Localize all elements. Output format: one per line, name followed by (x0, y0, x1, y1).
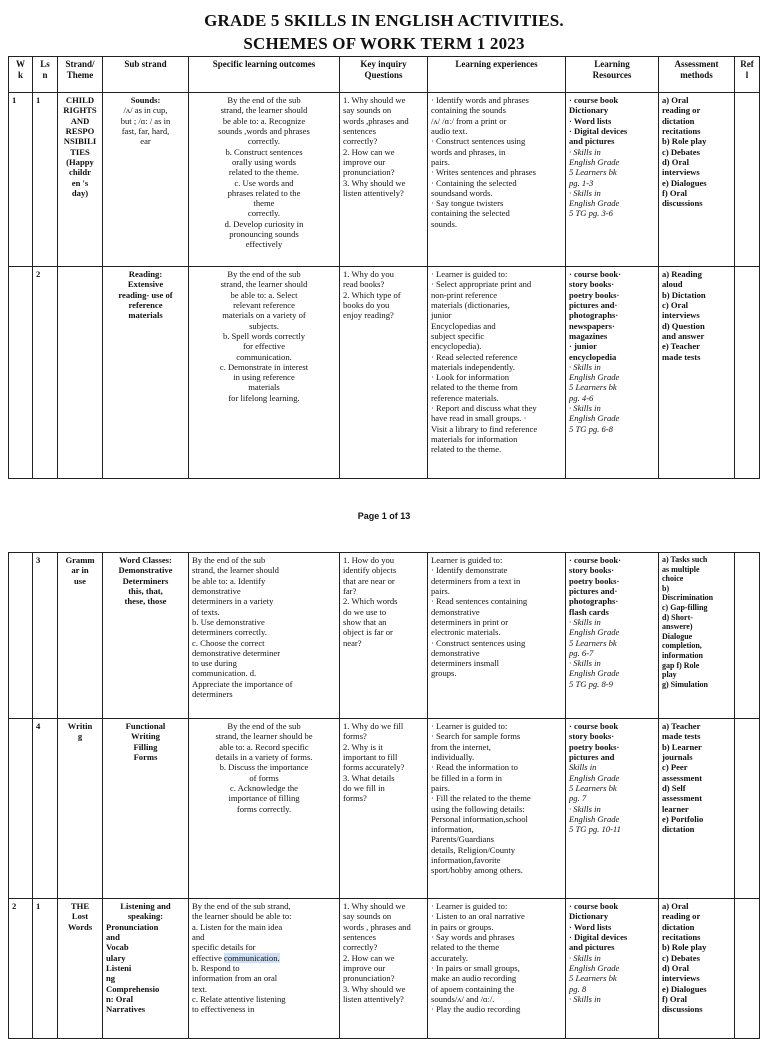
header-resources: Learning Resources (566, 57, 659, 93)
cell-strand: Writin g (58, 719, 103, 899)
cell-resources (566, 719, 659, 899)
resources-list: · course book Dictionary · Word lists · Digital devices and pictures (569, 901, 628, 953)
cell-lesson: 2 (33, 267, 58, 479)
sub-strand-body: Writing Filling Forms (131, 731, 160, 762)
outcomes-text-b: b. Respond to information from an oral text. c. Relate attentive listening to effectiveness in (192, 962, 286, 1015)
table-header-row (9, 57, 760, 93)
resources-books: · Skills in English Grade 5 Learners bk pg. 8 · Skills in (569, 952, 620, 1004)
cell-resources (566, 553, 659, 719)
resources-list: · course book· story books· poetry books· pictures and· photographs· flash cards (569, 555, 622, 617)
header-assessment: Assessment methods (659, 57, 735, 93)
cell-outcomes: By the end of the sub strand, the learner should be able to: a. Select relevant reference materials on a variety of subjects. b. Spell words correctly for effective communication. c. Demonstrate in interest in using reference materials for lifelong learning. (189, 267, 340, 479)
header-experiences: Learning experiences (428, 57, 566, 93)
cell-reflection (735, 93, 760, 267)
cell-resources (566, 93, 659, 267)
document-title: GRADE 5 SKILLS IN ENGLISH ACTIVITIES. (204, 11, 564, 30)
document-subtitle: SCHEMES OF WORK TERM 1 2023 (243, 34, 525, 53)
cell-inquiry: 1. Why do we fill forms? 2. Why is it important to fill forms accurately? 3. What details do we fill in forms? (340, 719, 428, 899)
cell-reflection (735, 553, 760, 719)
cell-assessment: a) Oral reading or dictation recitations b) Role play c) Debates d) Oral interviews e) Dialogues f) Oral discussions (659, 899, 735, 1039)
sub-strand-body: Pronunciation and Vocab ulary Listeni ng Comprehensio n: Oral Narratives (106, 921, 160, 1015)
cell-lesson: 1 (33, 93, 58, 267)
cell-week (9, 719, 33, 899)
cell-strand (58, 267, 103, 479)
cell-lesson: 4 (33, 719, 58, 899)
cell-assessment: a) Tasks such as multiple choice b) Discrimination c) Gap-filling d) Short- answere) Dialogue completion, information gap f) Role play g) Simulation (659, 553, 735, 719)
table-row (9, 93, 760, 267)
resources-list: · course book story books· poetry books· pictures and (569, 721, 620, 762)
table-row (9, 899, 760, 1039)
cell-assessment: a) Reading aloud b) Dictation c) Oral interviews d) Question and answer e) Teacher made tests (659, 267, 735, 479)
header-inquiry: Key inquiry Questions (340, 57, 428, 93)
cell-experiences: · Learner is guided to: · Search for sample forms from the internet, individually. · Read the information to be filled in a form in pairs. · Fill the related to the theme using the following details: Personal information,school information, Parents/Guardians details, Religion/County information,favorite sport/hobby among others. (428, 719, 566, 899)
cell-week: 2 (9, 899, 33, 1039)
cell-sub-strand (103, 899, 189, 1039)
cell-strand: CHILD RIGHTS AND RESPO NSIBILI TIES (Happy childr en 's day) (58, 93, 103, 267)
cell-reflection (735, 719, 760, 899)
cell-strand: THE Lost Words (58, 899, 103, 1039)
header-strand: Strand/ Theme (58, 57, 103, 93)
sub-strand-title: Word Classes: (119, 555, 172, 565)
cell-reflection (735, 899, 760, 1039)
cell-assessment: a) Teacher made tests b) Learner journals c) Peer assessment d) Self assessment learner e) Portfolio dictation (659, 719, 735, 899)
cell-outcomes: By the end of the sub strand, the learner should be able to: a. Recognize sounds ,words and phrases correctly. b. Construct sentences orally using words related to the theme. c. Use words and phrases related to the theme correctly. d. Develop curiosity in pronouncing sounds effectively (189, 93, 340, 267)
table-row (9, 267, 760, 479)
resources-books: Skills in English Grade 5 Learners bk pg. 7 · Skills in English Grade 5 TG pg. 10-11 (569, 762, 621, 835)
cell-week: 1 (9, 93, 33, 267)
cell-inquiry: 1. Why do you read books? 2. Which type of books do you enjoy reading? (340, 267, 428, 479)
cell-week (9, 553, 33, 719)
sub-strand-body: /ʌ/ as in cup, but ; /ɑ: / as in fast, far, hard, ear (120, 105, 171, 147)
resources-books: · Skills in English Grade 5 Learners bk pg. 6-7 · Skills in English Grade 5 TG pg. 8-9 (569, 616, 620, 689)
cell-experiences: · Learner is guided to: · Select appropriate print and non-print reference materials (dictionaries, junior Encyclopedias and subject specific encyclopedia). · Read selected reference materials independently. · Look for information related to the theme from reference materials. · Report and discuss what they have read in small groups. · Visit a library to find reference materials for information related to the theme. (428, 267, 566, 479)
cell-outcomes (189, 899, 340, 1039)
header-reflection: Ref l (735, 57, 760, 93)
table-row (9, 553, 760, 719)
cell-sub-strand (103, 267, 189, 479)
page-number: Page 1 of 13 (357, 511, 411, 521)
cell-resources (566, 267, 659, 479)
resources-list: · course book· story books· poetry books· pictures and· photographs· newspapers· magazines · junior encyclopedia (569, 269, 622, 362)
header-sub-strand: Sub strand (103, 57, 189, 93)
sub-strand-body: Extensive reading- use of reference materials (118, 279, 173, 321)
cell-sub-strand (103, 93, 189, 267)
cell-strand: Gramm ar in use (58, 553, 103, 719)
resources-list: · course book Dictionary · Word lists · Digital devices and pictures (569, 95, 628, 147)
cell-sub-strand (103, 719, 189, 899)
sub-strand-body: Demonstrative Determiners this, that, these, those (118, 565, 173, 607)
cell-resources (566, 899, 659, 1039)
header-lesson: Ls n (33, 57, 58, 93)
sub-strand-title: Listening and speaking: (120, 901, 171, 922)
schemes-table-part1 (8, 56, 760, 479)
cell-outcomes: By the end of the sub strand, the learner should be able to: a. Record specific details in a variety of forms. b. Discuss the importance of forms c. Acknowledge the importance of filling forms correctly. (189, 719, 340, 899)
cell-inquiry: 1. Why should we say sounds on words ,phrases and sentences correctly? 2. How can we improve our pronunciation? 3. Why should we listen attentively? (340, 93, 428, 267)
cell-inquiry: 1. How do you identify objects that are near or far? 2. Which words do we use to show that an object is far or near? (340, 553, 428, 719)
cell-week (9, 267, 33, 479)
cell-lesson: 3 (33, 553, 58, 719)
header-outcomes: Specific learning outcomes (189, 57, 340, 93)
sub-strand-title: Functional (125, 721, 166, 731)
cell-inquiry: 1. Why should we say sounds on words , phrases and sentences correctly? 2. How can we improve our pronunciation? 3. Why should we listen attentively? (340, 899, 428, 1039)
cell-experiences: · Identify words and phrases containing the sounds /ʌ/ /ɑː/ from a print or audio text. · Construct sentences using words and phrases, in pairs. · Writes sentences and phrases · Containing the selected soundsand words. · Say tongue twisters containing the selected sounds. (428, 93, 566, 267)
resources-books: · Skills in English Grade 5 Learners bk pg. 4-6 · Skills in English Grade 5 TG pg. 6-8 (569, 361, 620, 434)
cell-reflection (735, 267, 760, 479)
cell-lesson: 1 (33, 899, 58, 1039)
sub-strand-title: Reading: (128, 269, 163, 279)
cell-experiences: · Learner is guided to: · Listen to an oral narrative in pairs or groups. · Say words and phrases related to the theme accurately. · In pairs or small groups, make an audio recording of apoem containing the sounds/ʌ/ and /ɑː/. · Play the audio recording (428, 899, 566, 1039)
cell-experiences: Learner is guided to: · Identify demonstrate determiners from a text in pairs. · Read sentences containing demonstrative determiners in print or electronic materials. · Construct sentences using demonstrative determiners insmall groups. (428, 553, 566, 719)
sub-strand-title: Sounds: (130, 95, 161, 105)
cell-outcomes: By the end of the sub strand, the learner should be able to: a. Identify demonstrative determiners in a variety of texts. b. Use demonstrative determiners correctly. c. Choose the correct demonstrative determiner to use during communication. d. Appreciate the importance of determiners (189, 553, 340, 719)
resources-books: · Skills in English Grade 5 Learners bk pg. 1-3 · Skills in English Grade 5 TG pg. 3-6 (569, 146, 620, 219)
schemes-table-part2 (8, 552, 760, 1039)
outcomes-highlighted: communication. (224, 952, 280, 963)
cell-sub-strand (103, 553, 189, 719)
header-week: W k (9, 57, 33, 93)
table-row (9, 719, 760, 899)
outcomes-text-a: By the end of the sub strand, the learner should be able to: a. Listen for the main idea and specific details for effective (192, 901, 292, 963)
cell-assessment: a) Oral reading or dictation recitations b) Role play c) Debates d) Oral interviews e) Dialogues f) Oral discussions (659, 93, 735, 267)
